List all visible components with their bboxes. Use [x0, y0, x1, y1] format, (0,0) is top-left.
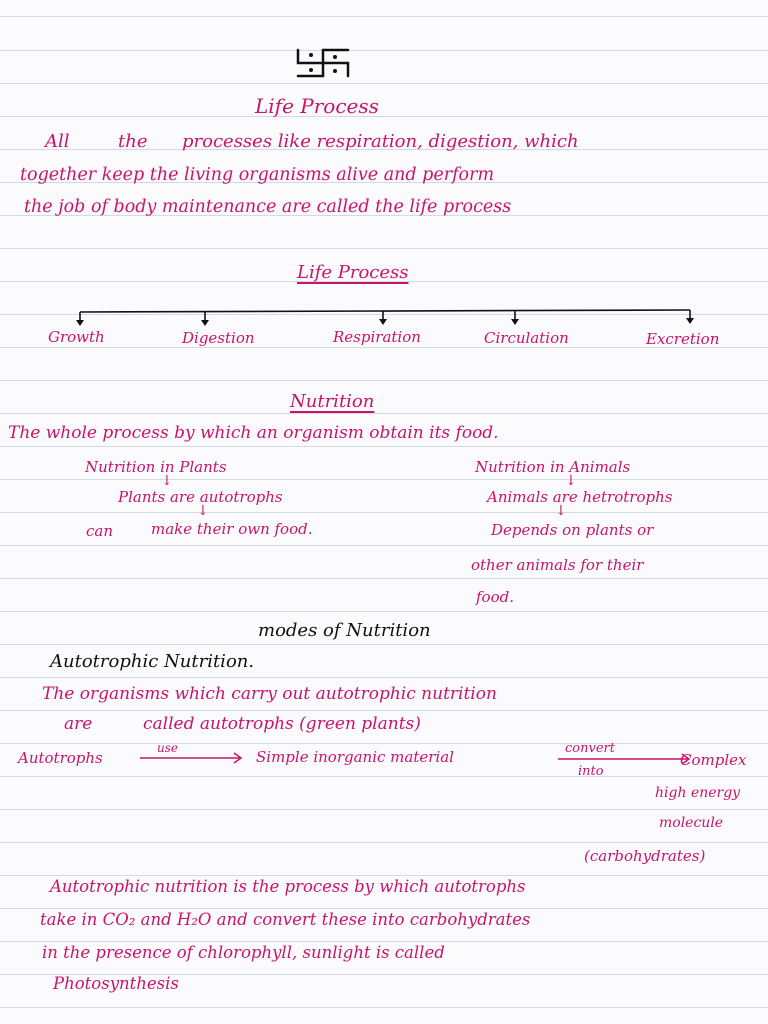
modes-heading: modes of Nutrition [258, 620, 431, 641]
nutrition-heading: Nutrition [290, 391, 375, 412]
flow-into-label: into [578, 764, 604, 779]
flow-end-3: molecule [659, 815, 724, 831]
auto-line-1: The organisms which carry out autotrophic nutrition [42, 684, 497, 704]
flow-start: Autotrophs [18, 749, 103, 767]
page-title: Life Process [255, 94, 379, 118]
intro-line-2: together keep the living organisms alive and perform [20, 165, 495, 185]
intro-word-the: the [118, 131, 148, 152]
tree-child-growth: Growth [48, 328, 105, 346]
plants-line-2a: can [86, 522, 114, 540]
auto-line-2b: called autotrophs (green plants) [143, 714, 421, 734]
flow-convert-label: convert [565, 741, 615, 756]
down-arrow-icon: ↓ [197, 503, 209, 519]
photo-line-3: in the presence of chlorophyll, sunlight is called [42, 943, 445, 962]
animals-line-4: food. [476, 588, 514, 606]
tree-child-excretion: Excretion [646, 330, 720, 348]
intro-line-3: the job of body maintenance are called the life process [24, 197, 512, 217]
plants-line-2b: make their own food. [151, 520, 313, 538]
photo-line-2: take in CO₂ and H₂O and convert these into carbohydrates [40, 910, 531, 929]
tree-child-respiration: Respiration [333, 328, 421, 346]
animals-title: Nutrition in Animals [475, 458, 631, 476]
flow-middle: Simple inorganic material [256, 748, 454, 766]
tree-title: Life Process [297, 262, 409, 283]
down-arrow-icon: ↓ [555, 503, 567, 519]
plants-title: Nutrition in Plants [85, 458, 227, 476]
auto-line-2a: are [64, 714, 93, 734]
flow-end-1: Complex [680, 751, 747, 769]
plants-line-1: Plants are autotrophs [118, 488, 283, 506]
animals-line-1: Animals are hetrotrophs [487, 488, 673, 506]
photo-line-4: Photosynthesis [53, 974, 179, 993]
flow-end-4: (carbohydrates) [584, 847, 706, 865]
tree-child-circulation: Circulation [484, 329, 569, 347]
autotrophic-heading: Autotrophic Nutrition. [50, 651, 255, 672]
photo-line-1: Autotrophic nutrition is the process by which autotrophs [50, 877, 526, 896]
animals-line-2: Depends on plants or [491, 521, 654, 539]
nutrition-definition: The whole process by which an organism obtain its food. [8, 423, 499, 443]
tree-child-digestion: Digestion [182, 329, 255, 347]
flow-use-label: use [157, 741, 178, 755]
intro-word-all: All [45, 131, 70, 152]
flow-end-2: high energy [655, 785, 741, 801]
intro-line-1: processes like respiration, digestion, which [182, 131, 579, 152]
down-arrow-icon: ↓ [565, 473, 577, 489]
down-arrow-icon: ↓ [161, 473, 173, 489]
animals-line-3: other animals for their [471, 556, 644, 574]
